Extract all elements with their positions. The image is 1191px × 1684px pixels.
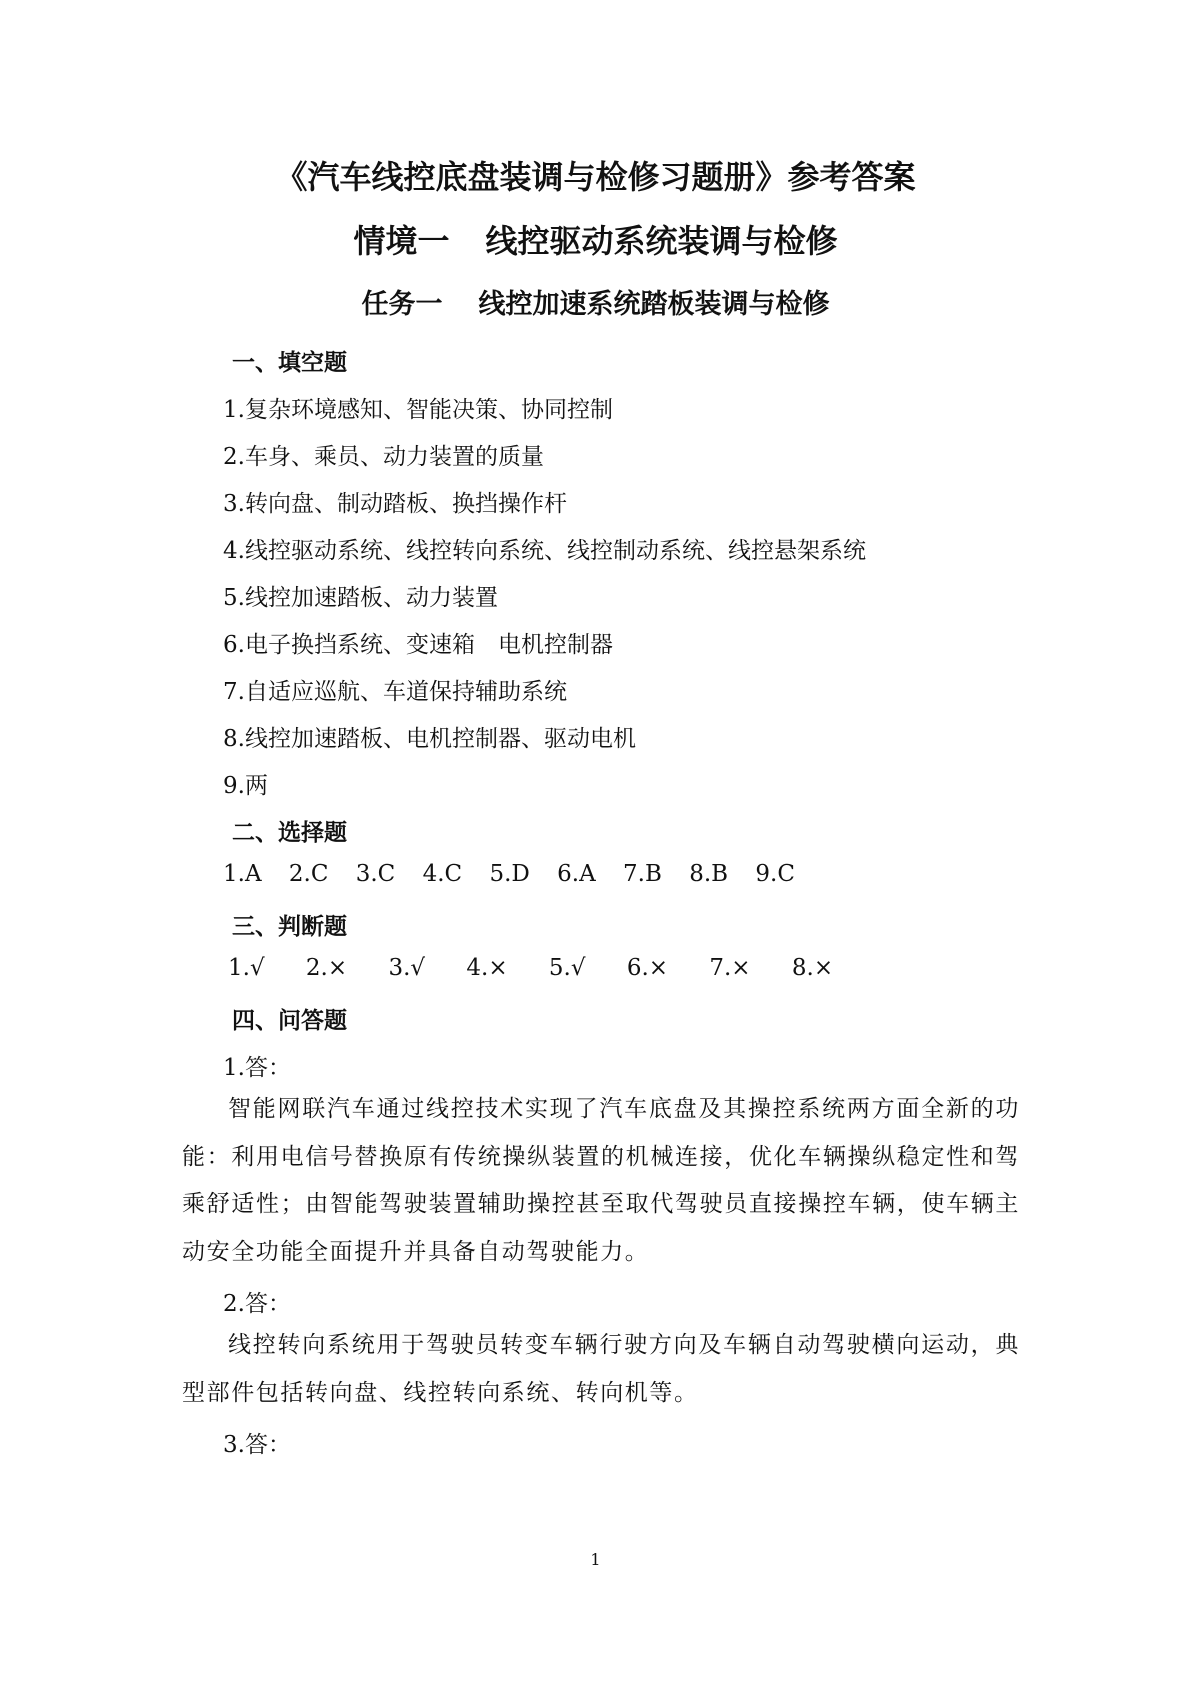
choice-answer: 3.C: [355, 861, 396, 887]
choice-answer: 2.C: [288, 861, 329, 887]
judgement-answer: 6.×: [626, 955, 669, 981]
judgement-answer: 3.√: [388, 955, 426, 981]
choice-answer: 5.D: [489, 861, 530, 887]
multiple-choice-heading: 二、选择题: [232, 820, 347, 846]
judgement-answer: 1.√: [228, 955, 265, 981]
scenario-label: 情境一: [353, 222, 450, 260]
choice-answer: 8.B: [689, 861, 729, 887]
judgement-answer: 2.×: [305, 955, 348, 981]
choice-answer: 4.C: [422, 861, 463, 887]
qa-answer-label: 3.答：: [223, 1432, 291, 1458]
qa-answer-label: 2.答：: [223, 1291, 291, 1317]
task-heading: [0, 282, 1191, 321]
fill-blank-item: 7.自适应巡航、车道保持辅助系统: [223, 679, 567, 705]
qa-answer-text: 智能网联汽车通过线控技术实现了汽车底盘及其操控系统两方面全新的功能：利用电信号替换原有传统操纵装置的机械连接，优化车辆操纵稳定性和驾乘舒适性；由智能驾驶装置辅助操控甚至取代驾驶员直接操控车辆，使车辆主动安全功能全面提升并具备自动驾驶能力。: [182, 1096, 1020, 1265]
fill-blank-item: 5.线控加速踏板、动力装置: [223, 585, 498, 611]
choice-answer: 9.C: [755, 861, 795, 887]
task-name: 线控加速系统踏板装调与检修: [478, 289, 830, 320]
document-title: 《汽车线控底盘装调与检修习题册》参考答案: [275, 158, 916, 196]
fill-blank-item: 9.两: [223, 773, 268, 799]
choice-answer: 1.A: [223, 861, 262, 887]
fill-blank-item: 1.复杂环境感知、智能决策、协同控制: [223, 397, 613, 423]
judgement-answer: 5.√: [548, 955, 586, 981]
choice-answer: 7.B: [623, 861, 662, 887]
fill-blank-item: 2.车身、乘员、动力装置的质量: [223, 444, 544, 470]
qa-answer-label: 1.答：: [223, 1055, 291, 1081]
true-false-answers: [228, 955, 853, 981]
fill-blank-heading: 一、填空题: [232, 350, 347, 376]
scenario-heading: [0, 216, 1191, 262]
true-false-heading: 三、判断题: [232, 914, 347, 940]
qa-answer-text: 线控转向系统用于驾驶员转变车辆行驶方向及车辆自动驾驶横向运动，典型部件包括转向盘、线控转向系统、转向机等。: [182, 1332, 1020, 1406]
fill-blank-item: 4.线控驱动系统、线控转向系统、线控制动系统、线控悬架系统: [223, 538, 866, 564]
fill-blank-item: 3.转向盘、制动踏板、换挡操作杆: [223, 491, 567, 517]
multiple-choice-answers: [223, 861, 815, 887]
scenario-name: 线控驱动系统装调与检修: [485, 222, 838, 260]
fill-blank-item: 8.线控加速踏板、电机控制器、驱动电机: [223, 726, 636, 752]
judgement-answer: 4.×: [466, 955, 508, 981]
qa-heading: 四、问答题: [232, 1008, 347, 1034]
choice-answer: 6.A: [557, 861, 596, 887]
task-label: 任务一: [361, 289, 443, 320]
fill-blank-item: 6.电子换挡系统、变速箱 电机控制器: [223, 632, 613, 658]
judgement-answer: 8.×: [791, 955, 834, 981]
page-number: 1: [590, 1550, 601, 1569]
judgement-answer: 7.×: [709, 955, 751, 981]
